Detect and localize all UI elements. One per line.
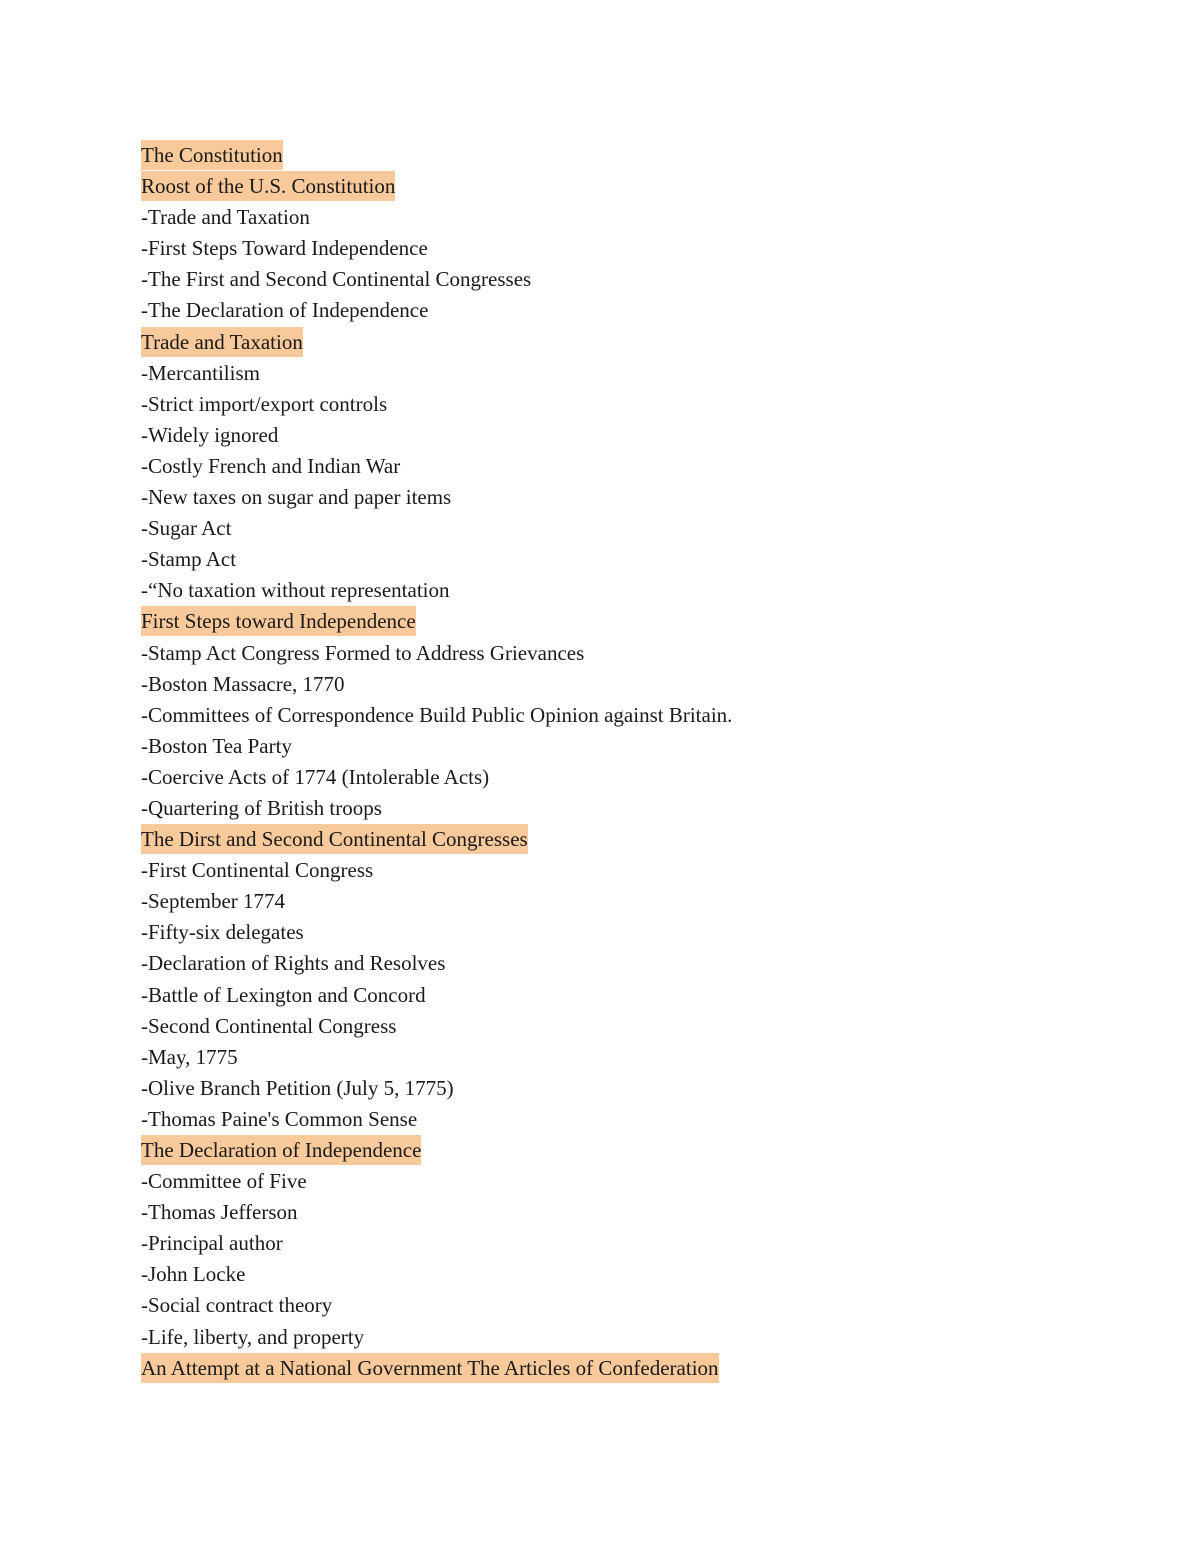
bullet-line	[141, 948, 1141, 979]
bullet-line-text: -Stamp Act	[141, 547, 237, 572]
section-heading-text: The Declaration of Independence	[141, 1135, 421, 1165]
bullet-line	[141, 980, 1141, 1011]
bullet-line-text: -Costly French and Indian War	[141, 453, 401, 478]
bullet-line	[141, 1322, 1141, 1353]
bullet-line-text: -Boston Massacre, 1770	[141, 671, 345, 696]
bullet-line	[141, 886, 1141, 917]
bullet-line	[141, 638, 1141, 669]
bullet-line	[141, 1073, 1141, 1104]
bullet-line-text: -September 1774	[141, 889, 286, 914]
bullet-line-text: -Thomas Jefferson	[141, 1200, 298, 1225]
bullet-line-text: -Committee of Five	[141, 1169, 307, 1194]
bullet-line-text: -Coercive Acts of 1774 (Intolerable Acts)	[141, 764, 490, 789]
bullet-line-text: -Fifty-six delegates	[141, 920, 304, 945]
bullet-line	[141, 731, 1141, 762]
bullet-line-text: -The Declaration of Independence	[141, 298, 429, 323]
bullet-line	[141, 1290, 1141, 1321]
section-heading	[141, 824, 1141, 855]
bullet-line	[141, 202, 1141, 233]
bullet-line-text: -Battle of Lexington and Concord	[141, 982, 426, 1007]
bullet-line-text: -John Locke	[141, 1262, 246, 1287]
bullet-line	[141, 264, 1141, 295]
bullet-line-text: -Second Continental Congress	[141, 1013, 397, 1038]
section-heading	[141, 1353, 1141, 1384]
bullet-line	[141, 513, 1141, 544]
bullet-line-text: -New taxes on sugar and paper items	[141, 485, 452, 510]
bullet-line-text: -Trade and Taxation	[141, 205, 310, 230]
bullet-line-text: -Widely ignored	[141, 422, 279, 447]
bullet-line	[141, 482, 1141, 513]
bullet-line-text: -Thomas Paine's Common Sense	[141, 1106, 418, 1131]
section-heading-text: First Steps toward Independence	[141, 606, 416, 636]
bullet-line-text: -Life, liberty, and property	[141, 1324, 365, 1349]
section-heading	[141, 1135, 1141, 1166]
bullet-line	[141, 295, 1141, 326]
section-heading-text: Roost of the U.S. Constitution	[141, 171, 395, 201]
bullet-line-text: -First Continental Congress	[141, 858, 374, 883]
section-heading	[141, 171, 1141, 202]
bullet-line	[141, 793, 1141, 824]
bullet-line-text: -Mercantilism	[141, 360, 260, 385]
bullet-line-text: -Olive Branch Petition (July 5, 1775)	[141, 1075, 454, 1100]
bullet-line	[141, 1166, 1141, 1197]
bullet-line	[141, 1011, 1141, 1042]
section-heading-text: The Dirst and Second Continental Congresses	[141, 824, 528, 854]
bullet-line-text: -Boston Tea Party	[141, 733, 292, 758]
bullet-line-text: -Strict import/export controls	[141, 391, 388, 416]
bullet-line-text: -Declaration of Rights and Resolves	[141, 951, 446, 976]
bullet-line-text: -Principal author	[141, 1231, 283, 1256]
bullet-line	[141, 917, 1141, 948]
section-heading	[141, 606, 1141, 637]
bullet-line-text: -Sugar Act	[141, 516, 232, 541]
bullet-line-text: -“No taxation without representation	[141, 578, 450, 603]
notes-body	[141, 140, 1141, 1384]
bullet-line	[141, 1042, 1141, 1073]
bullet-line	[141, 389, 1141, 420]
bullet-line	[141, 1259, 1141, 1290]
bullet-line	[141, 700, 1141, 731]
bullet-line-text: -First Steps Toward Independence	[141, 236, 428, 261]
bullet-line	[141, 855, 1141, 886]
section-heading	[141, 140, 1141, 171]
bullet-line	[141, 358, 1141, 389]
section-heading	[141, 327, 1141, 358]
bullet-line	[141, 420, 1141, 451]
bullet-line	[141, 575, 1141, 606]
bullet-line-text: -Committees of Correspondence Build Public Opinion against Britain.	[141, 702, 733, 727]
bullet-line	[141, 762, 1141, 793]
bullet-line	[141, 1104, 1141, 1135]
bullet-line	[141, 1197, 1141, 1228]
bullet-line-text: -The First and Second Continental Congresses	[141, 267, 532, 292]
bullet-line-text: -May, 1775	[141, 1044, 238, 1069]
bullet-line	[141, 1228, 1141, 1259]
bullet-line-text: -Quartering of British troops	[141, 795, 382, 820]
bullet-line	[141, 544, 1141, 575]
section-heading-text: An Attempt at a National Government The Articles of Confederation	[141, 1353, 719, 1383]
bullet-line	[141, 451, 1141, 482]
bullet-line	[141, 669, 1141, 700]
bullet-line-text: -Social contract theory	[141, 1293, 333, 1318]
section-heading-text: The Constitution	[141, 140, 283, 170]
bullet-line	[141, 233, 1141, 264]
bullet-line-text: -Stamp Act Congress Formed to Address Grievances	[141, 640, 585, 665]
section-heading-text: Trade and Taxation	[141, 327, 303, 357]
